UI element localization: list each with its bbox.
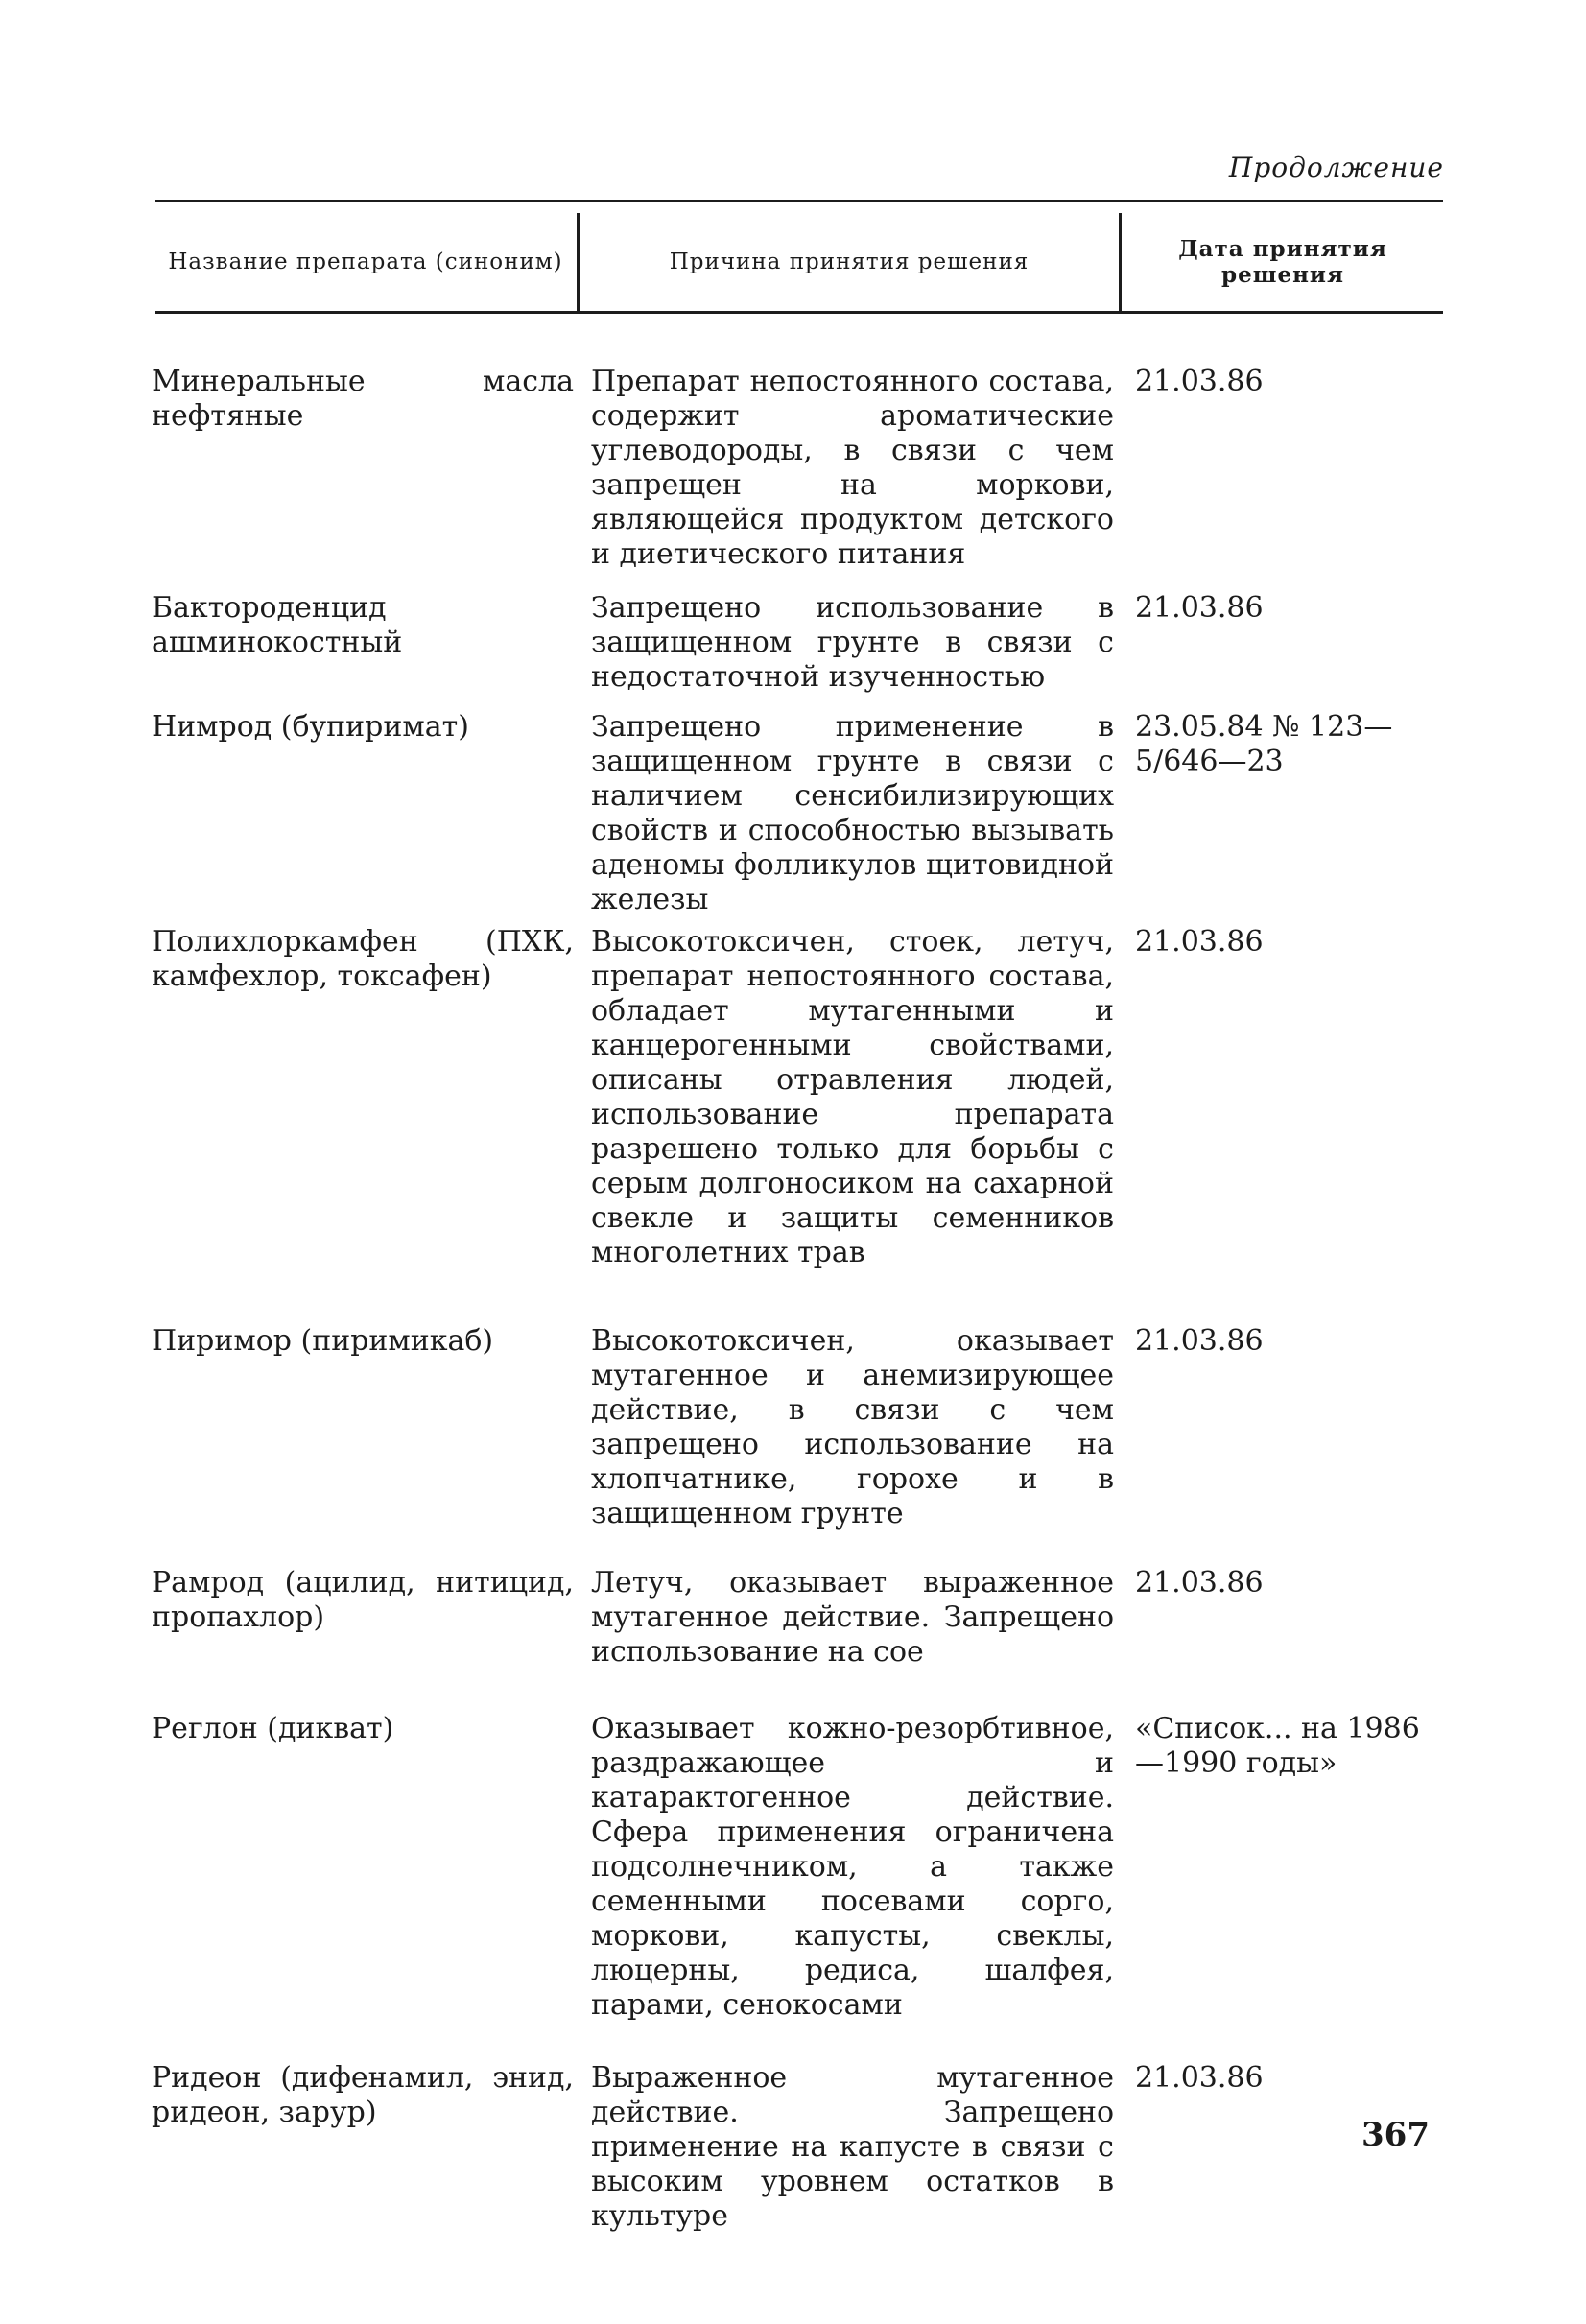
drug-name: Нимрод (бупиримат) [152,710,469,744]
page-number: 367 [1361,2116,1430,2154]
column-divider [1119,213,1122,311]
column-header-date: Дата принятия решения [1178,236,1387,288]
table-row [152,2061,1447,2234]
table-row [152,1324,1447,1531]
drug-name: Бактороденцид ашминокостный [152,591,403,659]
decision-date: 21.03.86 [1135,365,1264,398]
decision-reason: Летуч, оказывает выраженное мутагенное действие. Запрещено использование на сое [591,1566,1114,1669]
drug-name: Пиримор (пиримикаб) [152,1324,494,1358]
drug-name: Полихлоркамфен (ПХК, камфехлор, токсафен) [152,925,574,993]
decision-reason: Оказывает кожно-резорбтивное, раздражающее и катарактогенное действие. Сфера применения ограничена подсолнечником, а также семенными посевами сорго, моркови, капусты, свеклы, люцерны, редиса, шалфея, парами, сенокосами [591,1712,1114,2022]
decision-reason: Препарат непостоянного состава, содержит ароматические углеводороды, в связи с чем запрещен на моркови, являющейся продуктом детского и диетического питания [591,365,1114,571]
decision-date: 21.03.86 [1135,1566,1264,1600]
continued-label: Продолжение [1228,152,1444,183]
column-header-name: Название препарата (синоним) [168,249,563,274]
table-row [152,365,1447,572]
drug-name: Минеральные масла нефтяные [152,365,574,433]
table-row [152,1712,1447,2023]
decision-reason: Высокотоксичен, стоек, летуч, препарат непостоянного состава, обладает мутагенными и канцерогенными свойствами, описаны отравления людей, использование препарата разрешено только для борьбы с серым долгоносиком на сахарной свекле и защиты семенников многолетних трав [591,925,1114,1269]
drug-name: Ридеон (дифенамил, энид, ридеон, зарур) [152,2061,574,2129]
table-header-rule [155,311,1443,314]
decision-date: 21.03.86 [1135,2061,1264,2095]
table-body [152,365,1447,2234]
table-row [152,710,1447,917]
table-row [152,1566,1447,1670]
drug-name: Реглон (дикват) [152,1712,394,1745]
table-row [152,591,1447,695]
decision-date: «Список... на 1986—1990 годы» [1135,1712,1420,1780]
drug-name: Рамрод (ацилид, нитицид, пропахлор) [152,1566,574,1634]
decision-date: 21.03.86 [1135,925,1264,959]
column-divider [577,213,580,311]
decision-reason: Запрещено применение в защищенном грунте в связи с наличием сенсибилизирующих свойств и способностью вызывать аденомы фолликулов щитовидной железы [591,710,1114,916]
decision-date: 21.03.86 [1135,591,1264,625]
table-row [152,925,1447,1270]
decision-date: 21.03.86 [1135,1324,1264,1358]
column-header-reason: Причина принятия решения [669,249,1030,274]
decision-reason: Высокотоксичен, оказывает мутагенное и анемизирующее действие, в связи с чем запрещено использование на хлопчатнике, горохе и в защищенном грунте [591,1324,1114,1530]
decision-date: 23.05.84 № 123—5/646—23 [1135,710,1393,778]
decision-reason: Запрещено использование в защищенном грунте в связи с недостаточной изученностью [591,591,1114,694]
table-top-rule [155,200,1443,202]
decision-reason: Выраженное мутагенное действие. Запрещено применение на капусте в связи с высоким уровнем остатков в культуре [591,2061,1114,2233]
